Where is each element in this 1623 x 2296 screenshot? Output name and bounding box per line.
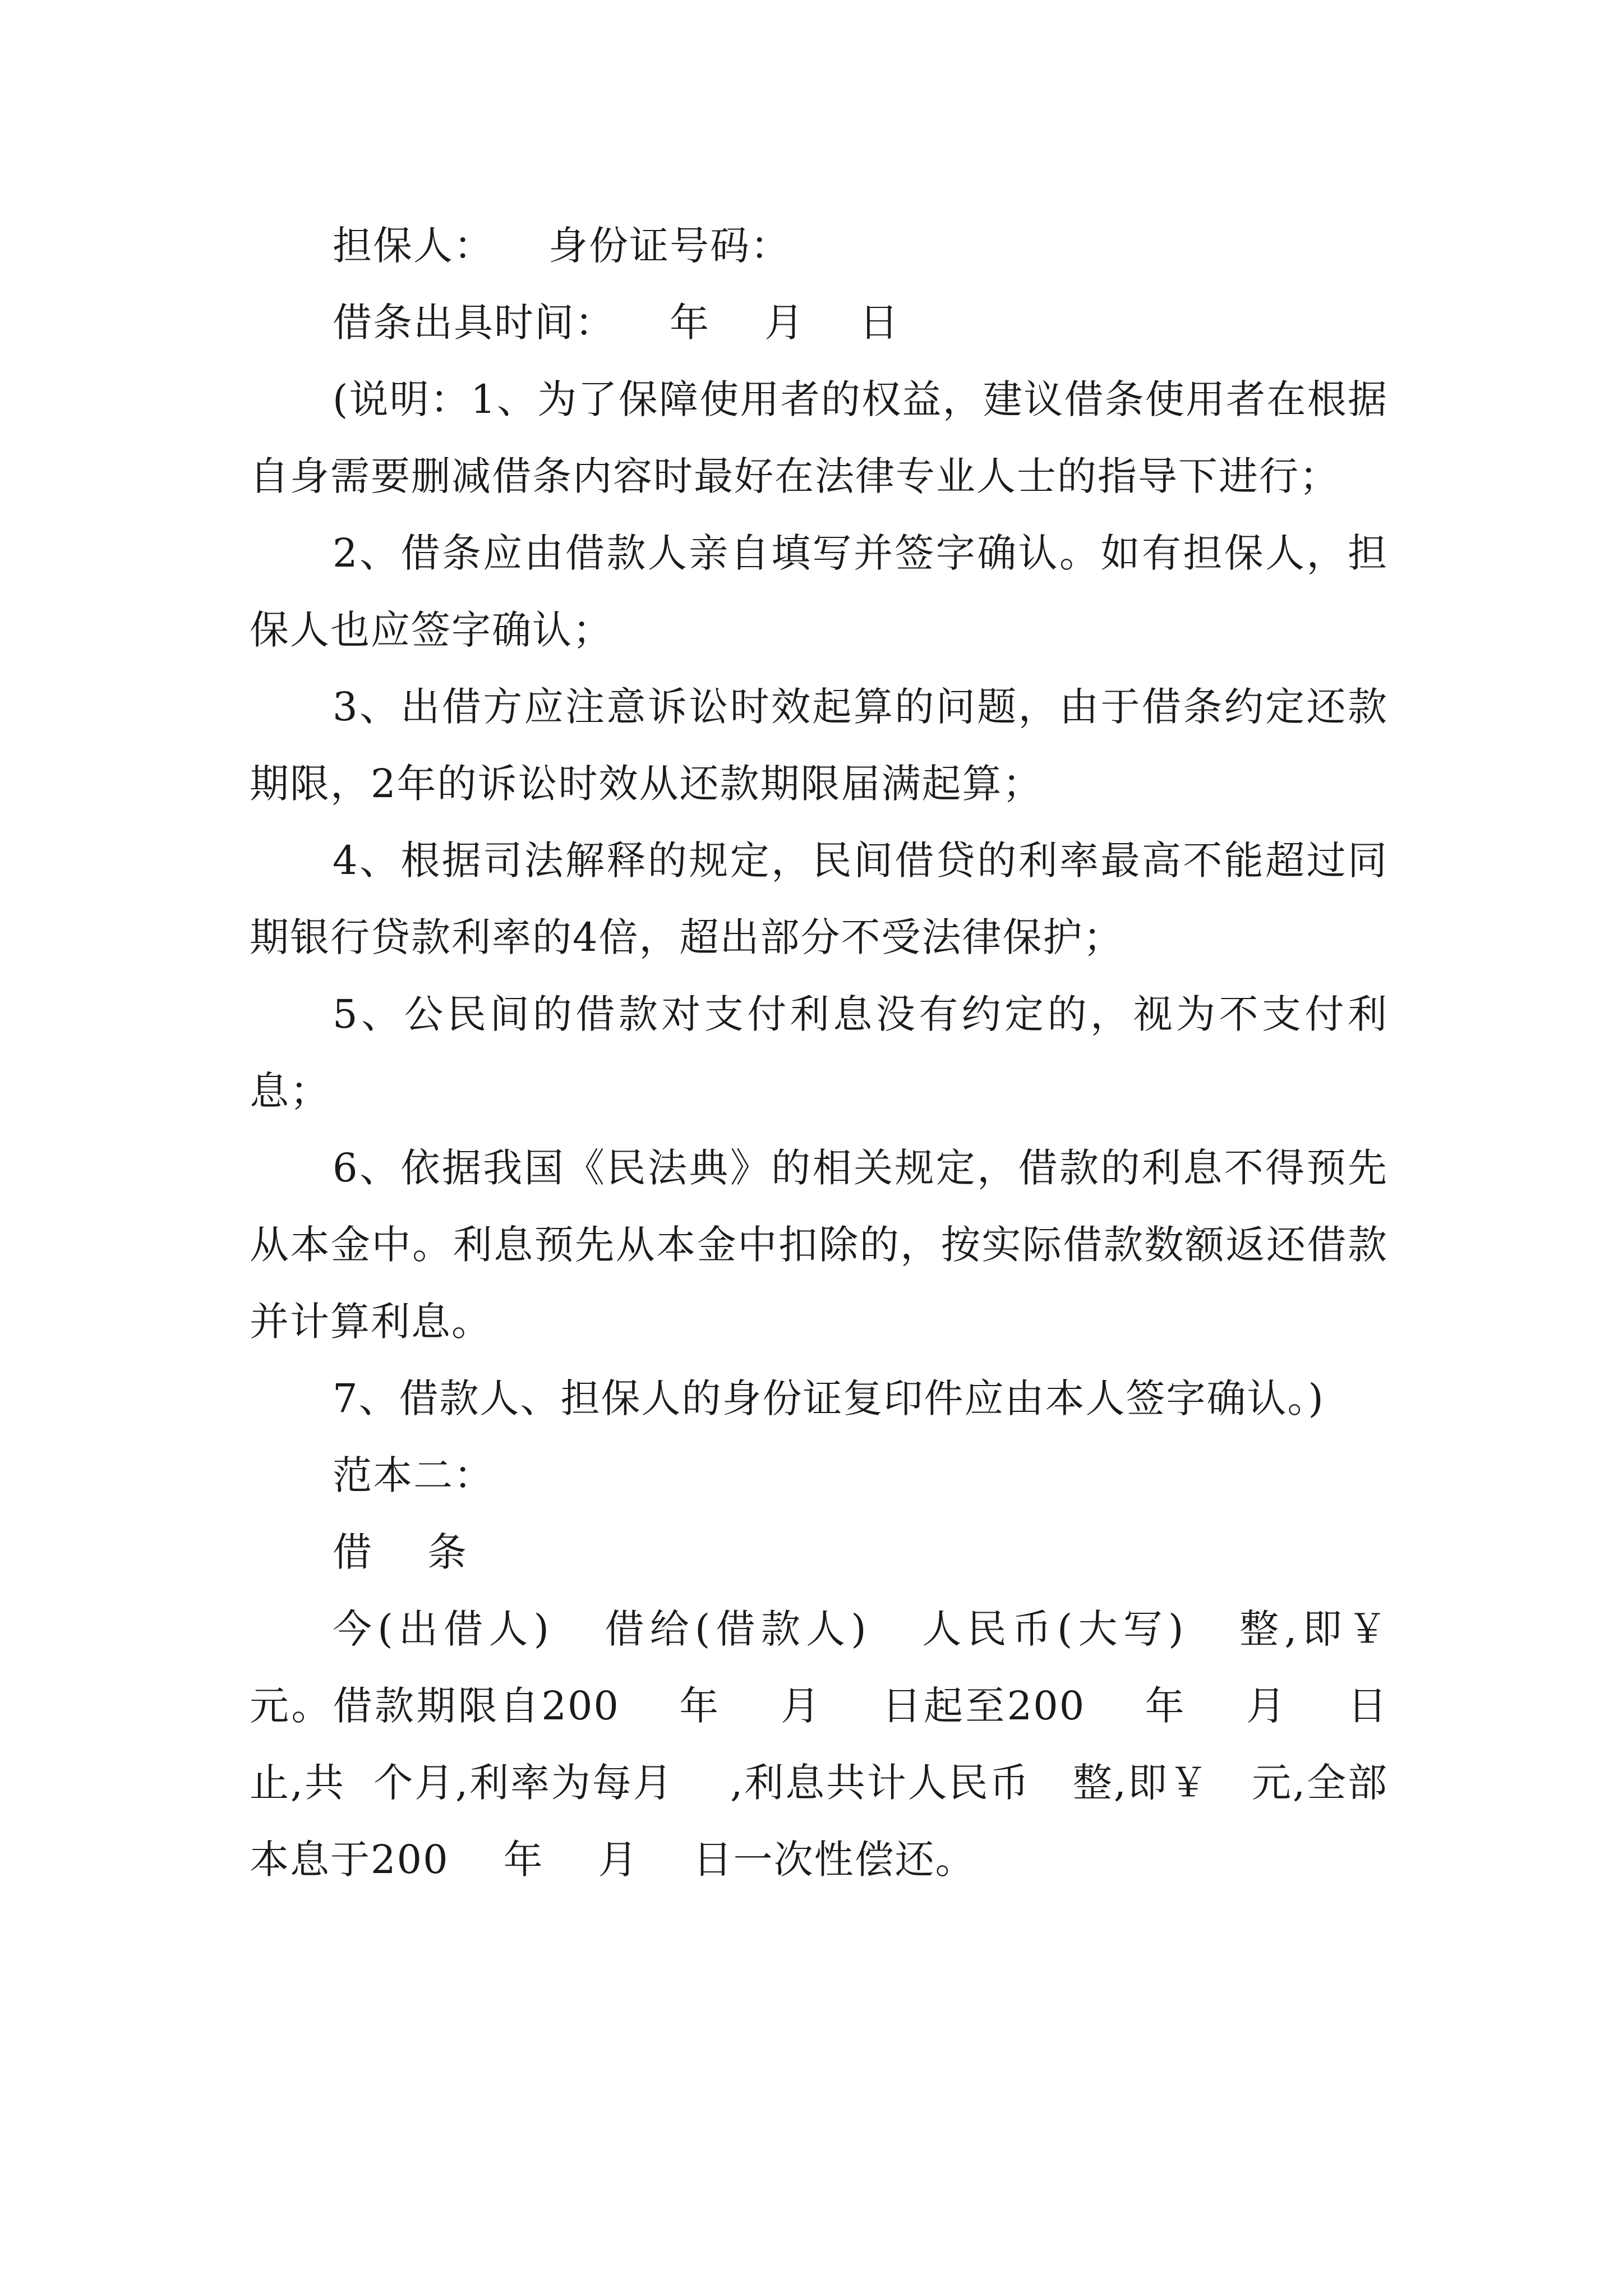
iou-body: 今(出借人) 借给(借款人) 人民币(大写) 整,即￥ 元。借款期限自200 年 月 日起至200 年 月 日止,共 个月,利率为每月 ,利息共计人民币 整,即￥ 元,全部本息于200 年 月 日一次性偿还。 (250, 1606, 1443, 1883)
note-item-3: 3、出借方应注意诉讼时效起算的问题，由于借条约定还款期限，2年的诉讼时效从还款期限届满起算； (250, 684, 1388, 807)
note-item-5: 5、公民间的借款对支付利息没有约定的，视为不支付利息； (250, 991, 1388, 1114)
document-body (250, 208, 1443, 1898)
guarantor-line: 担保人： 身份证号码： (333, 223, 791, 269)
note-item-4: 4、根据司法解释的规定，民间借贷的利率最高不能超过同期银行贷款利率的4倍，超出部分不受法律保护； (250, 838, 1388, 960)
iou-title: 借 条 (333, 1529, 468, 1575)
issue-date-line: 借条出具时间： 年 月 日 (333, 300, 900, 346)
template-two-heading: 范本二： (333, 1452, 494, 1498)
note-item-2: 2、借条应由借款人亲自填写并签字确认。如有担保人，担保人也应签字确认； (250, 530, 1388, 653)
note-item-7: 7、借款人、担保人的身份证复印件应由本人签字确认。) (333, 1375, 1325, 1421)
note-item-6: 6、依据我国《民法典》的相关规定，借款的利息不得预先从本金中。利息预先从本金中扣除的，按实际借款数额返还借款并计算利息。 (250, 1145, 1388, 1345)
note-item-1: (说明：1、为了保障使用者的权益，建议借条使用者在根据自身需要删减借条内容时最好在法律专业人士的指导下进行； (250, 376, 1388, 499)
